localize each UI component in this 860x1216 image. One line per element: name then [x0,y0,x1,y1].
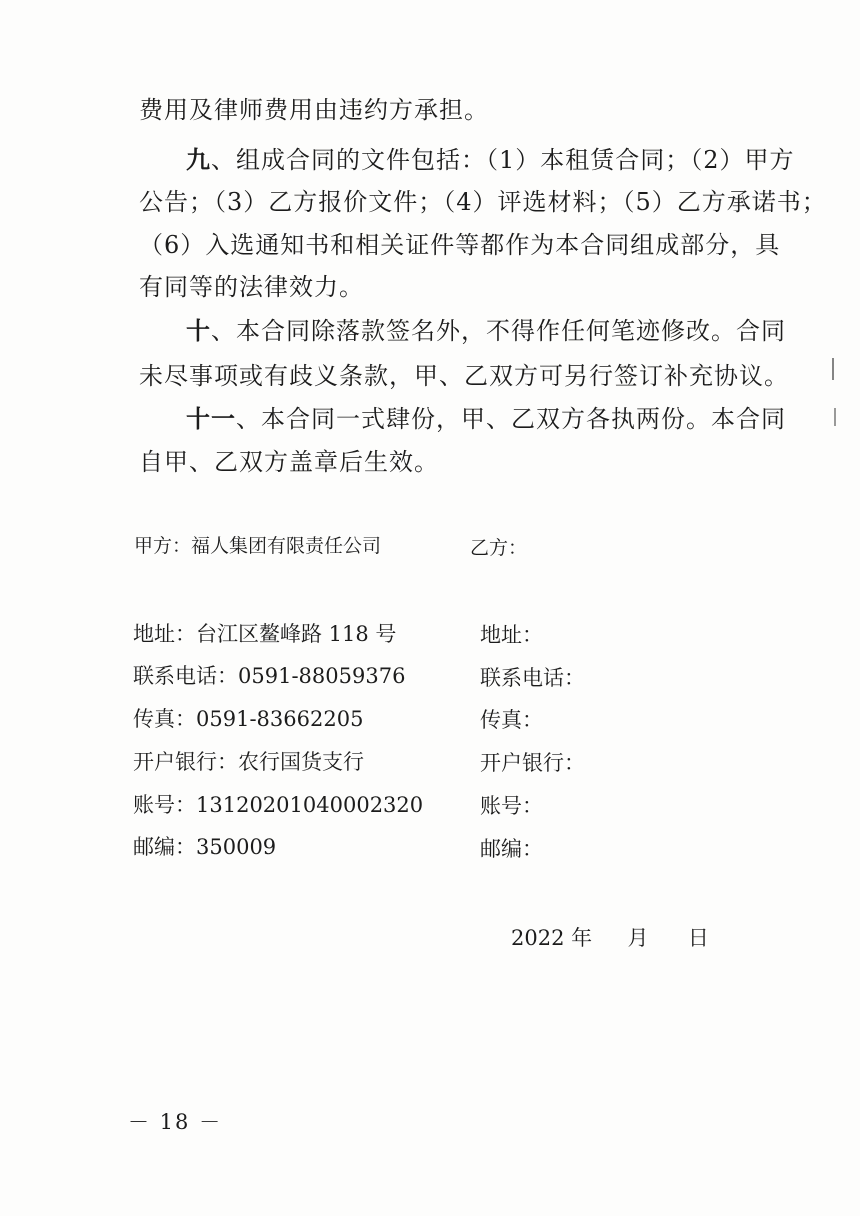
party-a-bank: 开户银行：农行国货支行 [133,750,364,774]
party-a-address: 地址：台江区鳌峰路 118 号 [133,622,397,646]
date-year-label: 年 [571,926,593,950]
contract-line-7: 未尽事项或有歧义条款，甲、乙双方可另行签订补充协议。 [139,362,789,390]
party-a-account: 账号：13120201040002320 [133,793,424,817]
clause-11-line [186,404,786,434]
date-day-label: 日 [687,926,709,950]
clause-11-text: 、本合同一式肆份，甲、乙双方各执两份。本合同 [236,405,786,433]
signing-date [511,924,709,952]
date-year: 2022 [511,926,565,950]
party-a-postcode: 邮编：350009 [133,835,277,859]
date-month-label: 月 [627,926,649,950]
party-b-address: 地址： [480,623,543,647]
scan-mark [834,408,836,426]
party-b-account: 账号： [480,794,543,818]
party-a-fax: 传真：0591-83662205 [133,707,364,731]
party-a-name: 甲方：福人集团有限责任公司 [134,535,382,557]
party-a-phone: 联系电话：0591-88059376 [133,664,406,688]
clause-10-number: 十 [186,316,211,345]
contract-line-5: 有同等的法律效力。 [139,273,364,301]
clause-9-line [186,145,795,175]
party-b-postcode: 邮编： [480,837,543,861]
contract-line-9: 自甲、乙双方盖章后生效。 [139,448,439,476]
contract-line-3: 公告；（3）乙方报价文件；（4）评选材料；（5）乙方承诺书； [139,188,827,216]
clause-10-line [186,316,786,346]
clause-10-text: 、本合同除落款签名外，不得作任何笔迹修改。合同 [211,317,786,345]
page-number: － 18 － [128,1110,223,1134]
clause-11-number: 十一 [186,404,236,433]
clause-9-text: 、组成合同的文件包括：（1）本租赁合同；（2）甲方 [211,146,795,174]
clause-9-number: 九 [186,145,211,174]
party-b-fax: 传真： [480,708,543,732]
contract-line-4: （6）入选通知书和相关证件等都作为本合同组成部分，具 [139,231,781,259]
party-b-name: 乙方： [470,537,528,559]
party-b-bank: 开户银行： [480,751,585,775]
contract-line-1: 费用及律师费用由违约方承担。 [139,96,489,124]
party-b-phone: 联系电话： [480,666,585,690]
scan-mark [832,358,834,380]
